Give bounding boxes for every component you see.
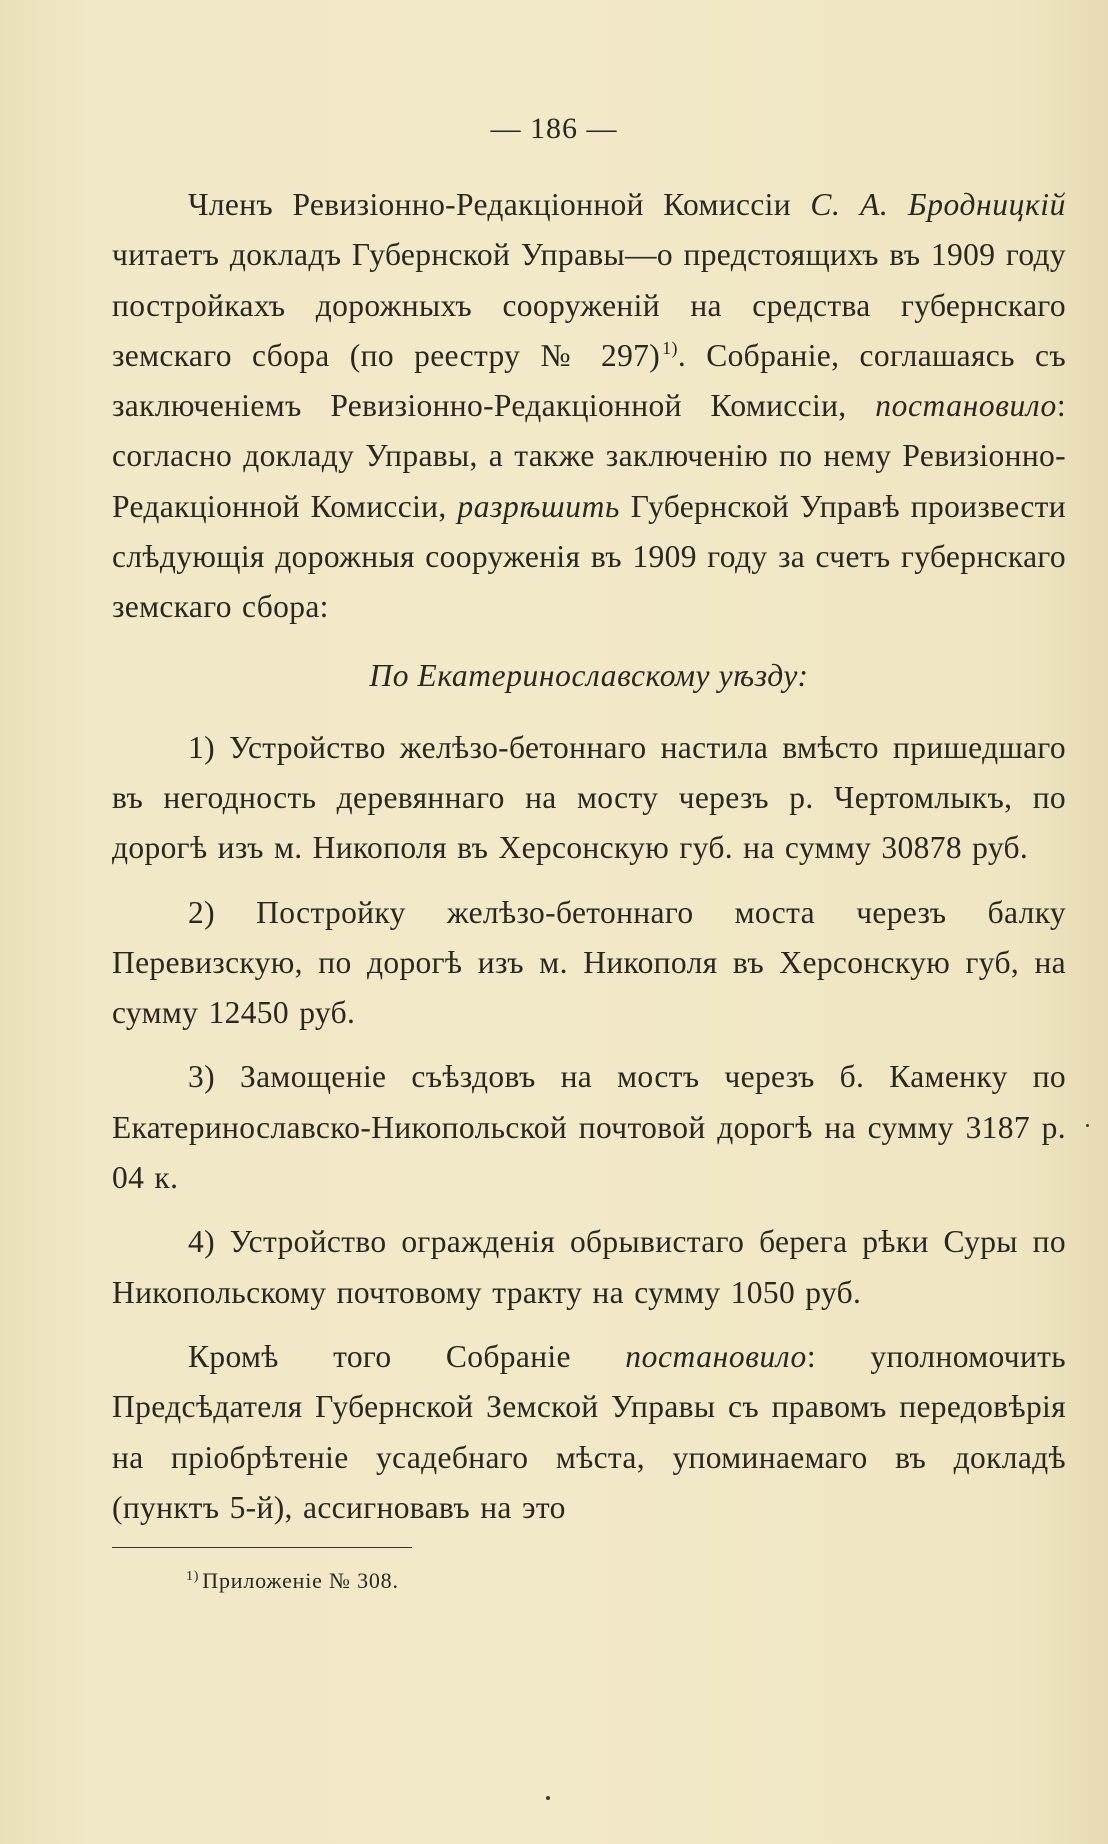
speaker-name: С. А. Бродницкій	[810, 187, 1066, 222]
list-item-3: 3) Замощеніе съѣздовъ на мостъ черезъ б. Каменку по Екатеринославско-Никопольской почтовой дорогѣ на сумму 3187 р. 04 к.	[112, 1059, 1066, 1196]
section-subheading: По Екатеринославскому уѣзду:	[369, 657, 809, 693]
print-speck	[546, 1796, 550, 1800]
text-run: . Собраніе, соглашаясь съ заключеніемъ Ревизіонно-Редакціонной Комиссіи,	[112, 337, 1066, 424]
text-run: : согласно докладу Управы, а также заключенію по нему Ревизіонно-Редакціонной Комиссіи,	[112, 388, 1066, 524]
footnote-mark: 1)	[186, 1569, 200, 1584]
text-run: Губернской Управѣ произвести слѣдующія дорожныя сооруженія въ 1909 году за счетъ губернскаго земскаго сбора:	[112, 488, 1066, 625]
footnote-text: Приложеніе № 308.	[202, 1568, 399, 1593]
footnote-reference: 1)	[662, 337, 678, 358]
list-item-2: 2) Постройку желѣзо-бетоннаго моста черезъ балку Перевизскую, по дорогѣ изъ м. Никополя въ Херсонскую губ, на сумму 12450 руб.	[112, 894, 1066, 1031]
emphasis-permit: разрѣшить	[457, 488, 620, 524]
print-speck	[1086, 1124, 1089, 1127]
text-run: Кромѣ того Собраніе	[188, 1338, 626, 1374]
page-number: — 186 —	[490, 112, 618, 145]
main-text	[112, 180, 1066, 1547]
emphasis-resolved: постановило	[625, 1338, 807, 1374]
footnote	[186, 1568, 399, 1594]
footnote-divider	[112, 1547, 412, 1548]
text-run: Членъ Ревизіонно-Редакціонной Комиссіи	[188, 187, 811, 222]
list-item-1: 1) Устройство желѣзо-бетоннаго настила вмѣсто пришедшаго въ негодность деревяннаго на мосту черезъ р. Чертомлыкъ, по дорогѣ изъ м. Никополя въ Херсонскую губ. на сумму 30878 руб.	[112, 729, 1066, 866]
paragraph-intro	[112, 180, 1066, 633]
emphasis-resolved: постановило	[875, 388, 1057, 424]
text-run: : уполномочить Предсѣдателя Губернской Земской Управы съ правомъ передовѣрія на пріобрѣтеніе усадебнаго мѣста, упоминаемаго въ докладѣ (пунктъ 5-й), ассигновавъ на это	[112, 1338, 1066, 1525]
paragraph-closing	[112, 1332, 1066, 1533]
text-run: читаетъ докладъ Губернской Управы—о предстоящихъ въ 1909 году постройкахъ дорожныхъ сооруженій на средства губернскаго земскаго сбора (по реестру № 297)	[112, 237, 1066, 373]
list-item-4: 4) Устройство огражденія обрывистаго берега рѣки Суры по Никопольскому почтовому тракту на сумму 1050 руб.	[112, 1224, 1066, 1310]
